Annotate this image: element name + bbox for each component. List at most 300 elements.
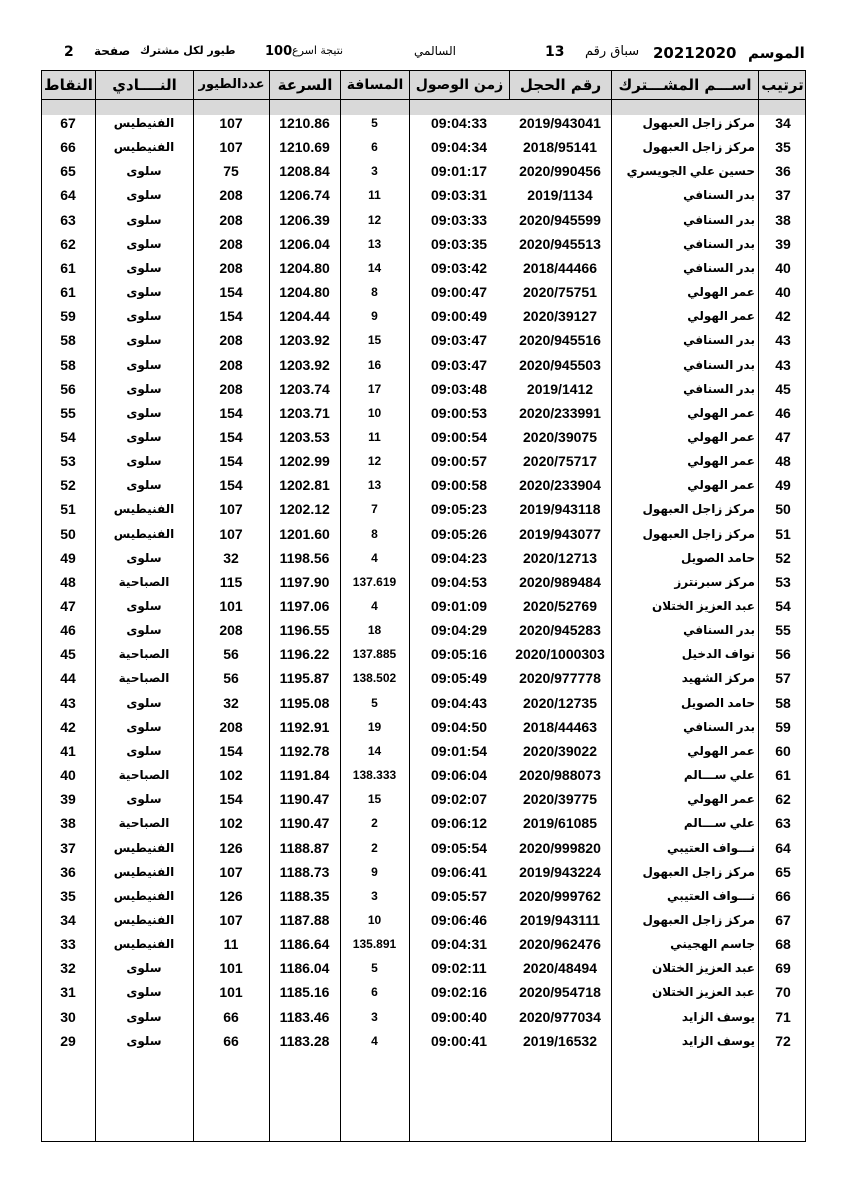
ring-number-cell: 2020/990456 <box>519 163 601 179</box>
rank-cell: 40 <box>775 284 791 300</box>
club-cell: الصباحية <box>118 671 170 685</box>
points-cell: 52 <box>60 477 76 493</box>
bird-count-cell: 154 <box>219 429 243 445</box>
distance-cell: 135.891 <box>352 937 397 951</box>
ring-number-cell: 2019/1134 <box>527 187 593 203</box>
ring-number-cell: 2019/943041 <box>519 115 601 131</box>
column-header-rank: ترتيب <box>761 76 804 94</box>
table-row <box>41 378 806 401</box>
club-cell: الفنيطيس <box>113 527 175 541</box>
rank-cell: 45 <box>775 381 791 397</box>
bird-count-cell: 66 <box>223 1009 239 1025</box>
club-cell: الفنيطيس <box>113 502 175 516</box>
participant-name-cell: بدر السنافي <box>683 358 755 372</box>
speed-cell: 1208.84 <box>279 163 330 179</box>
participant-name-cell: عمر الهولي <box>687 309 755 323</box>
participant-name-cell: بدر السنافي <box>683 261 755 275</box>
rank-cell: 36 <box>775 163 791 179</box>
ring-number-cell: 2020/977034 <box>519 1009 601 1025</box>
speed-cell: 1190.47 <box>279 815 330 831</box>
speed-cell: 1186.04 <box>279 960 330 976</box>
rank-cell: 62 <box>775 791 791 807</box>
participant-name-cell: مركز زاجل العبهول <box>642 140 755 154</box>
ring-number-cell: 2020/52769 <box>523 598 597 614</box>
participant-name-cell: يوسف الزايد <box>681 1010 755 1024</box>
arrival-time-cell: 09:02:16 <box>430 984 488 1000</box>
bird-count-cell: 208 <box>219 187 243 203</box>
club-cell: سلوى <box>126 188 162 202</box>
bird-count-cell: 208 <box>219 719 243 735</box>
distance-cell: 3 <box>371 889 378 903</box>
top-count: 100 <box>265 44 293 59</box>
bird-count-cell: 11 <box>223 936 239 952</box>
club-cell: الصباحية <box>118 647 170 661</box>
points-cell: 58 <box>60 332 76 348</box>
club-cell: سلوى <box>126 720 162 734</box>
distance-cell: 9 <box>371 865 378 879</box>
table-row <box>41 233 806 256</box>
arrival-time-cell: 09:05:54 <box>430 840 488 856</box>
arrival-time-cell: 09:00:49 <box>430 308 488 324</box>
participant-name-cell: حامد الصويل <box>680 696 755 710</box>
club-cell: سلوى <box>126 285 162 299</box>
points-cell: 56 <box>60 381 76 397</box>
club-cell: سلوى <box>126 792 162 806</box>
club-cell: سلوى <box>126 333 162 347</box>
arrival-time-cell: 09:06:12 <box>430 815 488 831</box>
club-cell: الفنيطيس <box>113 116 175 130</box>
club-cell: الفنيطيس <box>113 889 175 903</box>
club-cell: سلوى <box>126 599 162 613</box>
participant-name-cell: مركز سبرنترز <box>674 575 755 589</box>
arrival-time-cell: 09:04:43 <box>430 695 488 711</box>
distance-cell: 15 <box>367 792 382 806</box>
bird-count-cell: 101 <box>219 960 243 976</box>
points-cell: 55 <box>60 405 76 421</box>
participant-name-cell: عمر الهولي <box>687 406 755 420</box>
rank-cell: 57 <box>775 670 791 686</box>
arrival-time-cell: 09:06:04 <box>430 767 488 783</box>
speed-cell: 1204.44 <box>279 308 330 324</box>
bird-count-cell: 154 <box>219 405 243 421</box>
points-cell: 43 <box>60 695 76 711</box>
bird-count-cell: 107 <box>219 115 243 131</box>
ring-number-cell: 2020/75751 <box>523 284 597 300</box>
participant-name-cell: بدر السنافي <box>683 333 755 347</box>
points-cell: 39 <box>60 791 76 807</box>
distance-cell: 4 <box>371 551 378 565</box>
ring-number-cell: 2020/945516 <box>519 332 601 348</box>
bird-count-cell: 126 <box>219 888 243 904</box>
bird-count-cell: 66 <box>223 1033 239 1049</box>
rank-cell: 38 <box>775 212 791 228</box>
speed-cell: 1206.04 <box>279 236 330 252</box>
table-row <box>41 523 806 546</box>
distance-cell: 137.885 <box>352 647 397 661</box>
race-label: سباق رقم <box>585 44 640 59</box>
club-cell: الصباحية <box>118 768 170 782</box>
birds-per-participant-label: طيور لكل مشترك <box>140 44 236 57</box>
club-cell: الصباحية <box>118 575 170 589</box>
distance-cell: 18 <box>367 623 382 637</box>
arrival-time-cell: 09:00:53 <box>430 405 488 421</box>
bird-count-cell: 56 <box>223 670 239 686</box>
arrival-time-cell: 09:04:34 <box>430 139 488 155</box>
points-cell: 48 <box>60 574 76 590</box>
speed-cell: 1202.81 <box>279 477 330 493</box>
page-number: 2 <box>64 44 74 60</box>
arrival-time-cell: 09:01:09 <box>430 598 488 614</box>
table-row <box>41 547 806 570</box>
bird-count-cell: 115 <box>219 574 243 590</box>
distance-cell: 5 <box>371 696 378 710</box>
column-header-points: النقاط <box>44 76 93 94</box>
distance-cell: 14 <box>367 744 382 758</box>
participant-name-cell: مركز زاجل العبهول <box>642 913 755 927</box>
participant-name-cell: نـــواف العتيبي <box>667 841 755 855</box>
ring-number-cell: 2020/999762 <box>519 888 601 904</box>
ring-number-cell: 2020/977778 <box>519 670 601 686</box>
speed-cell: 1197.06 <box>279 598 330 614</box>
distance-cell: 4 <box>371 599 378 613</box>
speed-cell: 1206.74 <box>279 187 330 203</box>
participant-name-cell: علي ســـالم <box>683 816 755 830</box>
bird-count-cell: 208 <box>219 212 243 228</box>
points-cell: 31 <box>60 984 76 1000</box>
club-cell: سلوى <box>126 961 162 975</box>
participant-name-cell: يوسف الزايد <box>681 1034 755 1048</box>
arrival-time-cell: 09:06:46 <box>430 912 488 928</box>
table-row <box>41 788 806 811</box>
bird-count-cell: 107 <box>219 139 243 155</box>
points-cell: 46 <box>60 622 76 638</box>
participant-name-cell: مركز زاجل العبهول <box>642 502 755 516</box>
participant-name-cell: عمر الهولي <box>687 454 755 468</box>
speed-cell: 1188.87 <box>279 840 330 856</box>
distance-cell: 11 <box>368 188 381 202</box>
bird-count-cell: 107 <box>219 864 243 880</box>
bird-count-cell: 107 <box>219 501 243 517</box>
points-cell: 65 <box>60 163 76 179</box>
rank-cell: 35 <box>775 139 791 155</box>
rank-cell: 67 <box>775 912 791 928</box>
points-cell: 30 <box>60 1009 76 1025</box>
speed-cell: 1196.55 <box>279 622 330 638</box>
participant-name-cell: مركز زاجل العبهول <box>642 865 755 879</box>
table-row <box>41 112 806 135</box>
distance-cell: 3 <box>371 164 378 178</box>
club-cell: سلوى <box>126 623 162 637</box>
rank-cell: 37 <box>775 187 791 203</box>
season-label: الموسم <box>748 44 805 62</box>
club-cell: سلوى <box>126 358 162 372</box>
club-cell: سلوى <box>126 213 162 227</box>
speed-cell: 1191.84 <box>279 767 330 783</box>
bird-count-cell: 154 <box>219 791 243 807</box>
distance-cell: 14 <box>367 261 382 275</box>
points-cell: 66 <box>60 139 76 155</box>
ring-number-cell: 2020/75717 <box>523 453 597 469</box>
arrival-time-cell: 09:04:50 <box>430 719 488 735</box>
ring-number-cell: 2020/39075 <box>523 429 597 445</box>
points-cell: 40 <box>60 767 76 783</box>
distance-cell: 10 <box>367 913 382 927</box>
participant-name-cell: مركز الشهيد <box>681 671 755 685</box>
distance-cell: 4 <box>371 1034 378 1048</box>
ring-number-cell: 2019/61085 <box>523 815 597 831</box>
ring-number-cell: 2020/233991 <box>519 405 601 421</box>
table-row <box>41 136 806 159</box>
speed-cell: 1204.80 <box>279 284 330 300</box>
speed-cell: 1201.60 <box>279 526 330 542</box>
bird-count-cell: 101 <box>219 984 243 1000</box>
points-cell: 35 <box>60 888 76 904</box>
arrival-time-cell: 09:03:33 <box>430 212 488 228</box>
rank-cell: 46 <box>775 405 791 421</box>
arrival-time-cell: 09:04:31 <box>430 936 488 952</box>
table-row <box>41 1006 806 1029</box>
speed-cell: 1185.16 <box>279 984 330 1000</box>
ring-number-cell: 2020/954718 <box>519 984 601 1000</box>
page-label: صفحة <box>94 44 131 58</box>
ring-number-cell: 2020/945513 <box>519 236 601 252</box>
ring-number-cell: 2020/988073 <box>519 767 601 783</box>
arrival-time-cell: 09:03:48 <box>430 381 488 397</box>
table-row <box>41 474 806 497</box>
participant-name-cell: نـــواف العتيبي <box>667 889 755 903</box>
participant-name-cell: مركز زاجل العبهول <box>642 527 755 541</box>
ring-number-cell: 2020/962476 <box>519 936 601 952</box>
points-cell: 45 <box>60 646 76 662</box>
rank-cell: 39 <box>775 236 791 252</box>
points-cell: 47 <box>60 598 76 614</box>
speed-cell: 1203.92 <box>279 332 330 348</box>
arrival-time-cell: 09:01:17 <box>430 163 488 179</box>
participant-name-cell: عمر الهولي <box>687 430 755 444</box>
result-label: نتيجة اسرع <box>292 44 344 57</box>
bird-count-cell: 102 <box>219 815 243 831</box>
bird-count-cell: 32 <box>223 550 239 566</box>
bird-count-cell: 208 <box>219 381 243 397</box>
club-cell: الفنيطيس <box>113 913 175 927</box>
speed-cell: 1183.46 <box>279 1009 330 1025</box>
rank-cell: 60 <box>775 743 791 759</box>
table-row <box>41 257 806 280</box>
club-cell: الصباحية <box>118 816 170 830</box>
table-row <box>41 764 806 787</box>
bird-count-cell: 154 <box>219 453 243 469</box>
points-cell: 34 <box>60 912 76 928</box>
speed-cell: 1186.64 <box>279 936 330 952</box>
rank-cell: 42 <box>775 308 791 324</box>
distance-cell: 13 <box>367 237 382 251</box>
club-cell: الفنيطيس <box>113 841 175 855</box>
club-cell: سلوى <box>126 382 162 396</box>
arrival-time-cell: 09:00:57 <box>430 453 488 469</box>
speed-cell: 1203.53 <box>279 429 330 445</box>
participant-name-cell: نواف الدخيل <box>681 647 755 661</box>
bird-count-cell: 107 <box>219 912 243 928</box>
bird-count-cell: 75 <box>223 163 239 179</box>
ring-number-cell: 2019/1412 <box>526 381 594 397</box>
distance-cell: 15 <box>367 333 382 347</box>
rank-cell: 59 <box>775 719 791 735</box>
participant-name-cell: حسين علي الجويسري <box>626 164 755 178</box>
speed-cell: 1188.73 <box>279 864 330 880</box>
distance-cell: 12 <box>367 213 382 227</box>
speed-cell: 1203.74 <box>279 381 330 397</box>
points-cell: 41 <box>60 743 76 759</box>
club-cell: سلوى <box>126 164 162 178</box>
points-cell: 33 <box>60 936 76 952</box>
distance-cell: 7 <box>371 502 378 516</box>
table-row <box>41 498 806 521</box>
speed-cell: 1202.99 <box>279 453 330 469</box>
speed-cell: 1192.78 <box>279 743 330 759</box>
club-cell: سلوى <box>126 454 162 468</box>
club-cell: سلوى <box>126 985 162 999</box>
table-row <box>41 837 806 860</box>
arrival-time-cell: 09:00:40 <box>430 1009 488 1025</box>
club-cell: سلوى <box>126 430 162 444</box>
speed-cell: 1187.88 <box>279 912 330 928</box>
ring-number-cell: 2018/44466 <box>523 260 597 276</box>
points-cell: 62 <box>60 236 76 252</box>
ring-number-cell: 2020/233904 <box>519 477 601 493</box>
speed-cell: 1196.22 <box>279 646 330 662</box>
distance-cell: 13 <box>367 478 382 492</box>
participant-name-cell: بدر السنافي <box>683 382 755 396</box>
club-cell: سلوى <box>126 744 162 758</box>
table-row <box>41 957 806 980</box>
participant-name-cell: حامد الصويل <box>680 551 755 565</box>
ring-number-cell: 2020/39022 <box>523 743 597 759</box>
club-cell: الفنيطيس <box>113 140 175 154</box>
arrival-time-cell: 09:05:16 <box>430 646 488 662</box>
distance-cell: 19 <box>367 720 382 734</box>
speed-cell: 1210.69 <box>279 139 330 155</box>
season-value: 20212020 <box>653 44 737 62</box>
participant-name-cell: بدر السنافي <box>683 720 755 734</box>
table-row <box>41 184 806 207</box>
speed-cell: 1195.87 <box>279 670 330 686</box>
participant-name-cell: عمر الهولي <box>687 792 755 806</box>
participant-name-cell: عبد العزيز الختلان <box>651 961 755 975</box>
points-cell: 44 <box>60 670 76 686</box>
rank-cell: 56 <box>775 646 791 662</box>
table-row <box>41 740 806 763</box>
club-cell: سلوى <box>126 478 162 492</box>
points-cell: 36 <box>60 864 76 880</box>
points-cell: 67 <box>60 115 76 131</box>
speed-cell: 1204.80 <box>279 260 330 276</box>
club-cell: سلوى <box>126 237 162 251</box>
points-cell: 51 <box>60 501 76 517</box>
bird-count-cell: 101 <box>219 598 243 614</box>
speed-cell: 1203.71 <box>279 405 330 421</box>
speed-cell: 1203.92 <box>279 357 330 373</box>
distance-cell: 137.619 <box>352 575 397 589</box>
ring-number-cell: 2019/943118 <box>519 501 601 517</box>
participant-name-cell: عبد العزيز الختلان <box>651 985 755 999</box>
arrival-time-cell: 09:03:42 <box>430 260 488 276</box>
table-row <box>41 933 806 956</box>
bird-count-cell: 126 <box>219 840 243 856</box>
arrival-time-cell: 09:01:54 <box>430 743 488 759</box>
rank-cell: 55 <box>775 622 791 638</box>
rank-cell: 53 <box>775 574 791 590</box>
bird-count-cell: 56 <box>223 646 239 662</box>
rank-cell: 50 <box>775 501 791 517</box>
speed-cell: 1183.28 <box>279 1033 330 1049</box>
arrival-time-cell: 09:04:53 <box>430 574 488 590</box>
rank-cell: 43 <box>775 332 791 348</box>
distance-cell: 2 <box>371 816 378 830</box>
distance-cell: 11 <box>368 430 381 444</box>
rank-cell: 54 <box>775 598 791 614</box>
points-cell: 54 <box>60 429 76 445</box>
club-cell: سلوى <box>126 1010 162 1024</box>
table-row <box>41 209 806 232</box>
table-row <box>41 619 806 642</box>
participant-name-cell: بدر السنافي <box>683 623 755 637</box>
race-number: 13 <box>545 44 565 60</box>
club-cell: الفنيطيس <box>113 937 175 951</box>
club-cell: سلوى <box>126 1034 162 1048</box>
arrival-time-cell: 09:05:49 <box>430 670 488 686</box>
table-row <box>41 812 806 835</box>
table-row <box>41 692 806 715</box>
arrival-time-cell: 09:03:47 <box>430 332 488 348</box>
rank-cell: 47 <box>775 429 791 445</box>
distance-cell: 5 <box>371 961 378 975</box>
column-header-bird-count: عددالطيور <box>198 77 265 92</box>
club-cell: سلوى <box>126 309 162 323</box>
participant-name-cell: عمر الهولي <box>687 285 755 299</box>
points-cell: 37 <box>60 840 76 856</box>
ring-number-cell: 2020/39775 <box>523 791 597 807</box>
club-cell: سلوى <box>126 261 162 275</box>
rank-cell: 61 <box>775 767 791 783</box>
bird-count-cell: 154 <box>219 477 243 493</box>
distance-cell: 9 <box>371 309 378 323</box>
points-cell: 58 <box>60 357 76 373</box>
column-header-distance: المسافة <box>346 77 404 93</box>
table-row <box>41 595 806 618</box>
bird-count-cell: 208 <box>219 332 243 348</box>
table-row <box>41 281 806 304</box>
distance-cell: 8 <box>371 527 378 541</box>
rank-cell: 66 <box>775 888 791 904</box>
bird-count-cell: 32 <box>223 695 239 711</box>
distance-cell: 3 <box>371 1010 378 1024</box>
rank-cell: 51 <box>775 526 791 542</box>
rank-cell: 72 <box>775 1033 791 1049</box>
points-cell: 63 <box>60 212 76 228</box>
speed-cell: 1210.86 <box>279 115 330 131</box>
arrival-time-cell: 09:02:11 <box>431 960 487 976</box>
ring-number-cell: 2019/943224 <box>519 864 601 880</box>
speed-cell: 1198.56 <box>279 550 330 566</box>
bird-count-cell: 154 <box>219 284 243 300</box>
distance-cell: 6 <box>371 140 378 154</box>
points-cell: 50 <box>60 526 76 542</box>
ring-number-cell: 2020/12713 <box>523 550 597 566</box>
table-row <box>41 160 806 183</box>
ring-number-cell: 2020/945503 <box>519 357 601 373</box>
points-cell: 32 <box>60 960 76 976</box>
rank-cell: 69 <box>775 960 791 976</box>
